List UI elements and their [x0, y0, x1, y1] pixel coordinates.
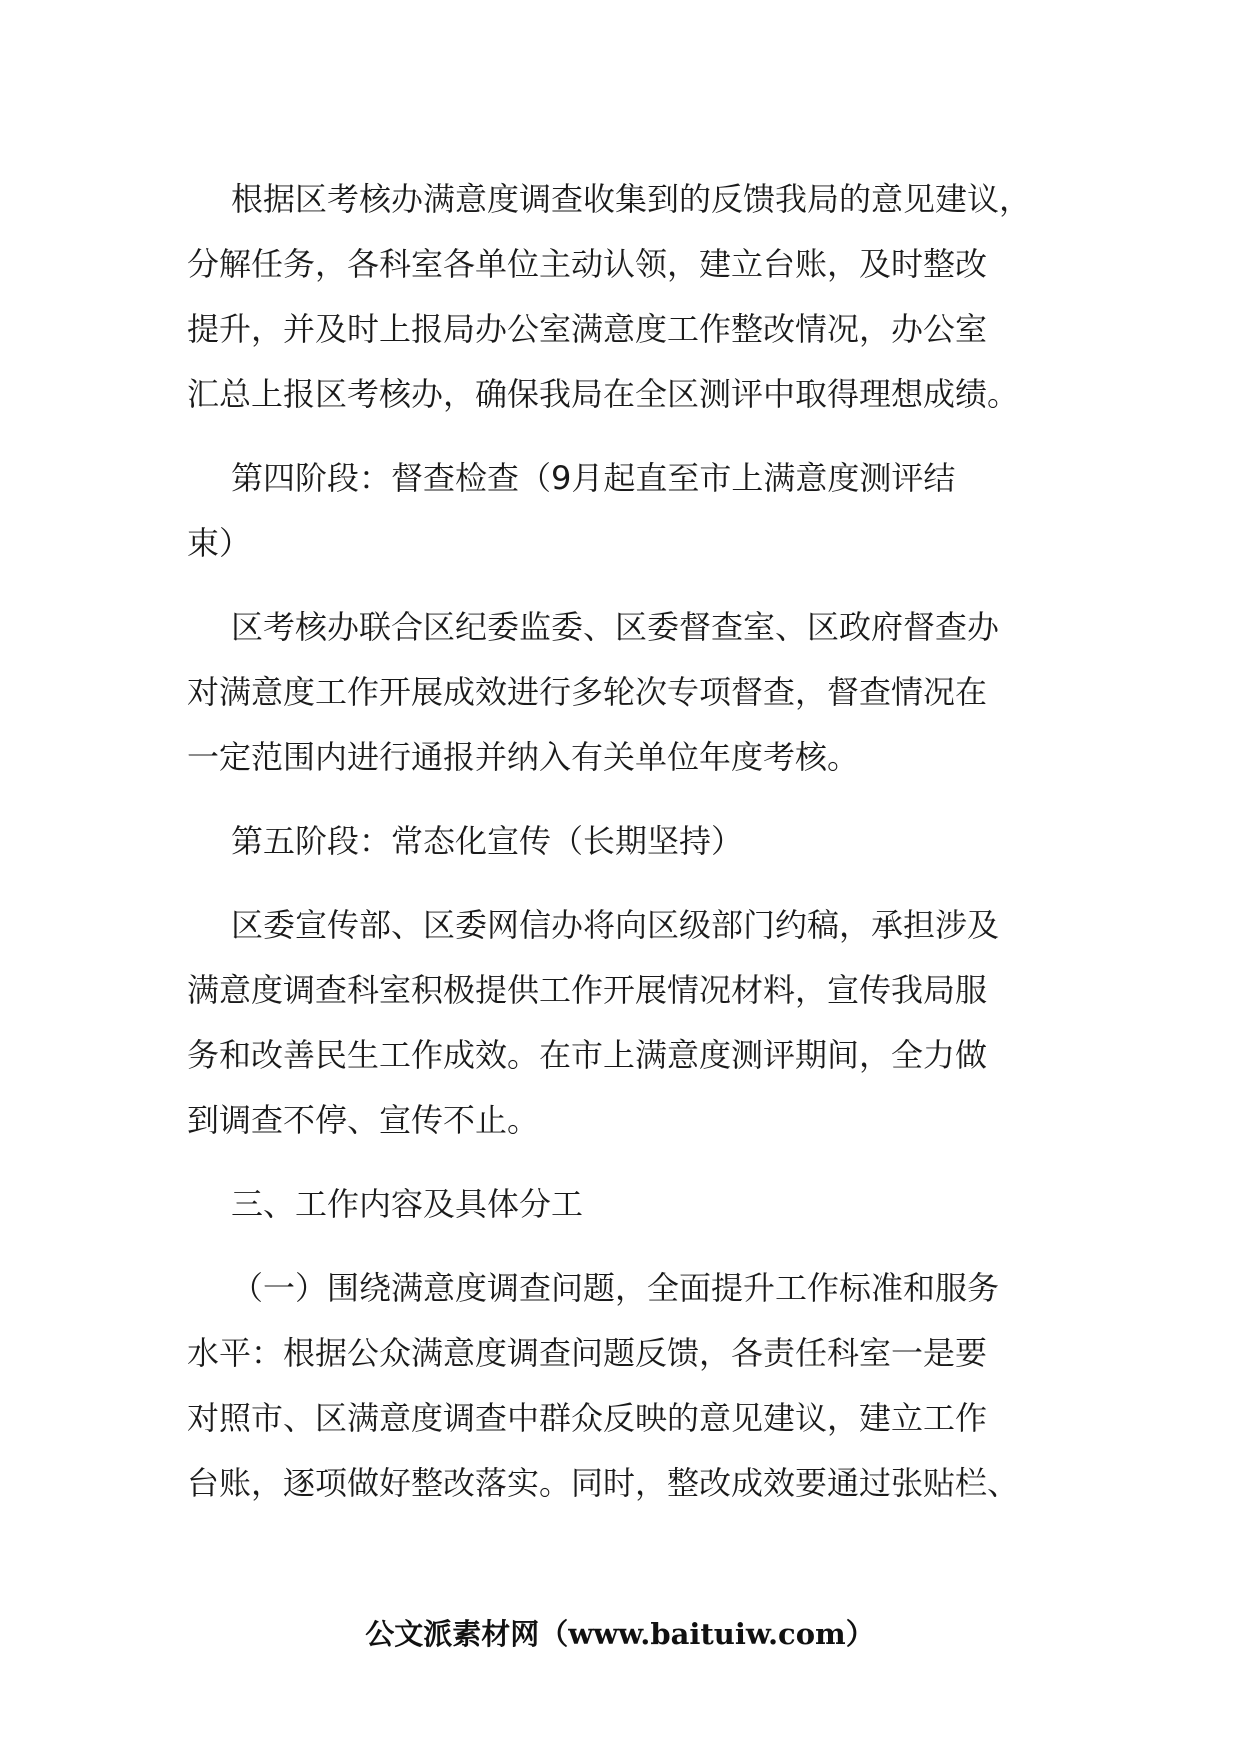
text-line: （一）围绕满意度调查问题，全面提升工作标准和服务 — [231, 1269, 1000, 1307]
paragraph-supervision — [187, 595, 1057, 790]
heading-stage-four — [187, 446, 1057, 576]
text-line: 一定范围内进行通报并纳入有关单位年度考核。 — [187, 738, 860, 776]
text-line: 分解任务，各科室各单位主动认领，建立台账，及时整改 — [187, 245, 988, 283]
text-line: 束） — [187, 524, 252, 562]
paragraph-work-content — [187, 1256, 1057, 1516]
paragraph-rectification-report — [187, 167, 1057, 427]
text-line: 满意度调查科室积极提供工作开展情况材料，宣传我局服 — [187, 971, 988, 1009]
heading-section-three — [187, 1172, 1057, 1237]
text-line: 提升，并及时上报局办公室满意度工作整改情况，办公室 — [187, 310, 988, 348]
text-line: 水平：根据公众满意度调查问题反馈，各责任科室一是要 — [187, 1334, 988, 1372]
text-line: 台账，逐项做好整改落实。同时，整改成效要通过张贴栏、 — [187, 1464, 1020, 1502]
text-line: 根据区考核办满意度调查收集到的反馈我局的意见建议， — [231, 180, 1032, 218]
text-line: 三、工作内容及具体分工 — [231, 1185, 584, 1223]
text-line: 汇总上报区考核办，确保我局在全区测评中取得理想成绩。 — [187, 375, 1020, 413]
text-line: 区考核办联合区纪委监委、区委督查室、区政府督查办 — [231, 608, 1000, 646]
document-body — [187, 167, 1057, 1535]
footer-watermark: 公文派素材网（www.baituiw.com） — [365, 1617, 875, 1651]
text-line: 务和改善民生工作成效。在市上满意度测评期间，全力做 — [187, 1036, 988, 1074]
text-line: 第五阶段：常态化宣传（长期坚持） — [231, 822, 744, 860]
text-line: 区委宣传部、区委网信办将向区级部门约稿，承担涉及 — [231, 906, 1000, 944]
text-line: 第四阶段：督查检查（9月起直至市上满意度测评结 — [231, 459, 956, 497]
text-line: 对照市、区满意度调查中群众反映的意见建议，建立工作 — [187, 1399, 988, 1437]
heading-stage-five — [187, 809, 1057, 874]
paragraph-publicity — [187, 893, 1057, 1153]
text-line: 到调查不停、宣传不止。 — [187, 1101, 540, 1139]
text-line: 对满意度工作开展成效进行多轮次专项督查，督查情况在 — [187, 673, 988, 711]
